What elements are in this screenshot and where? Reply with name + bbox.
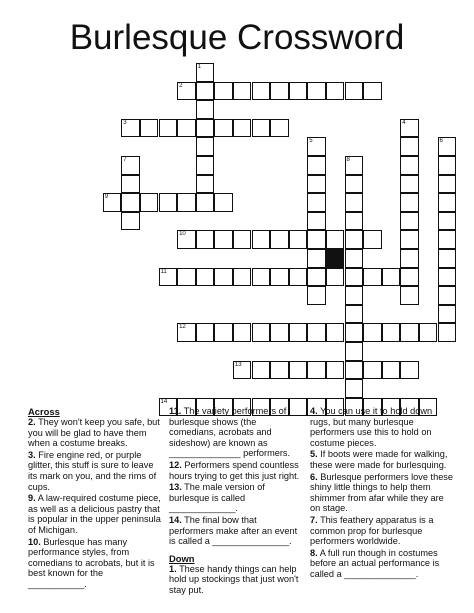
grid-cell[interactable] <box>363 323 382 342</box>
clue-num: 5. <box>310 449 318 460</box>
grid-cell[interactable] <box>177 230 196 249</box>
grid-cell[interactable] <box>196 82 215 101</box>
grid-cell[interactable] <box>233 323 252 342</box>
clue-number: 11 <box>160 268 167 275</box>
grid-cell[interactable] <box>252 82 271 101</box>
clue-text: The variety performers of burlesque shows (the comedians, acrobats and sideshow) are known as ______________ performers. <box>169 406 291 459</box>
grid-cell[interactable] <box>121 119 140 138</box>
grid-cell[interactable] <box>233 119 252 138</box>
grid-cell[interactable] <box>419 323 438 342</box>
clue-item <box>28 450 163 492</box>
grid-cell[interactable] <box>289 323 308 342</box>
grid-cell[interactable] <box>307 137 326 156</box>
grid-cell[interactable] <box>400 175 419 194</box>
grid-cell[interactable] <box>438 193 457 212</box>
grid-cell[interactable] <box>270 82 289 101</box>
clue-item <box>28 493 163 535</box>
grid-cell[interactable] <box>214 82 233 101</box>
grid-cell[interactable] <box>382 268 401 287</box>
grid-cell[interactable] <box>140 119 159 138</box>
grid-cell[interactable] <box>438 305 457 324</box>
grid-cell[interactable] <box>307 156 326 175</box>
grid-cell[interactable] <box>289 361 308 380</box>
grid-cell[interactable] <box>400 119 419 138</box>
clue-item <box>169 460 303 481</box>
grid-cell[interactable] <box>252 268 271 287</box>
clue-item <box>28 537 163 590</box>
clue-item <box>169 406 303 459</box>
grid-cell[interactable] <box>289 268 308 287</box>
grid-cell[interactable] <box>177 82 196 101</box>
grid-cell[interactable] <box>214 323 233 342</box>
grid-cell[interactable] <box>159 193 178 212</box>
grid-cell[interactable] <box>345 249 364 268</box>
grid-cell[interactable] <box>121 156 140 175</box>
grid-cell[interactable] <box>270 361 289 380</box>
clue-item <box>169 564 303 596</box>
grid-cell[interactable] <box>326 230 345 249</box>
across-heading: Across <box>28 406 60 417</box>
grid-cell[interactable] <box>307 212 326 231</box>
clue-number: 5 <box>309 138 313 145</box>
grid-cell[interactable] <box>363 230 382 249</box>
puzzle-title: Burlesque Crossword <box>69 18 405 57</box>
grid-cell[interactable] <box>289 82 308 101</box>
clue-num: 3. <box>28 449 36 460</box>
grid-cell[interactable] <box>307 286 326 305</box>
grid-cell[interactable] <box>345 268 364 287</box>
grid-cell[interactable] <box>196 323 215 342</box>
grid-cell[interactable] <box>382 361 401 380</box>
grid-cell[interactable] <box>307 82 326 101</box>
grid-cell[interactable] <box>252 119 271 138</box>
clue-num: 8. <box>310 547 318 558</box>
clue-text: You can use it to hold down rugs, but many burlesque performers use this to hold on costume pieces. <box>310 406 433 448</box>
grid-cell[interactable] <box>363 361 382 380</box>
grid-cell[interactable] <box>438 156 457 175</box>
grid-cell[interactable] <box>270 119 289 138</box>
clue-num: 13. <box>169 482 182 493</box>
grid-cell[interactable] <box>307 175 326 194</box>
clues-column-3 <box>310 406 455 581</box>
grid-cell[interactable] <box>307 323 326 342</box>
grid-cell[interactable] <box>438 175 457 194</box>
clue-number: 4 <box>402 119 406 126</box>
clue-text: The final bow that performers make after an event is called a _______________. <box>169 514 298 547</box>
grid-black-cell <box>326 249 345 268</box>
grid-cell[interactable] <box>214 268 233 287</box>
grid-cell[interactable] <box>103 193 122 212</box>
grid-cell[interactable] <box>400 361 419 380</box>
clue-item <box>310 406 455 448</box>
clue-num: 14. <box>169 514 182 525</box>
clue-text: Burlesque performers love these shiny little things to help them shimmer from afar while they are on stage. <box>310 471 454 514</box>
grid-cell[interactable] <box>159 119 178 138</box>
grid-cell[interactable] <box>121 212 140 231</box>
clue-item <box>310 548 455 580</box>
grid-cell[interactable] <box>252 230 271 249</box>
clues-column-1 <box>28 406 163 591</box>
grid-cell[interactable] <box>345 212 364 231</box>
clue-number: 2 <box>179 82 183 89</box>
grid-cell[interactable] <box>214 119 233 138</box>
grid-cell[interactable] <box>270 268 289 287</box>
clue-item <box>310 449 455 470</box>
grid-cell[interactable] <box>345 305 364 324</box>
grid-cell[interactable] <box>252 323 271 342</box>
grid-cell[interactable] <box>233 230 252 249</box>
grid-cell[interactable] <box>196 156 215 175</box>
grid-cell[interactable] <box>326 268 345 287</box>
clue-number: 10 <box>179 231 186 238</box>
grid-cell[interactable] <box>270 230 289 249</box>
grid-cell[interactable] <box>159 268 178 287</box>
grid-cell[interactable] <box>214 193 233 212</box>
grid-cell[interactable] <box>438 268 457 287</box>
grid-cell[interactable] <box>121 175 140 194</box>
grid-cell[interactable] <box>196 193 215 212</box>
grid-cell[interactable] <box>196 230 215 249</box>
grid-cell[interactable] <box>345 230 364 249</box>
grid-cell[interactable] <box>345 193 364 212</box>
grid-cell[interactable] <box>196 63 215 82</box>
clue-text: A full run though in costumes before an actual performance is called a ______________. <box>310 547 440 579</box>
clues-column-2 <box>169 406 303 597</box>
clue-number: 8 <box>346 157 350 163</box>
grid-cell[interactable] <box>307 193 326 212</box>
down-heading: Down <box>169 552 195 564</box>
grid-cell[interactable] <box>438 212 457 231</box>
grid-cell[interactable] <box>400 268 419 287</box>
clue-number: 3 <box>123 119 127 126</box>
clue-item <box>169 482 303 514</box>
grid-cell[interactable] <box>345 156 364 175</box>
grid-cell[interactable] <box>400 323 419 342</box>
grid-cell[interactable] <box>289 230 308 249</box>
grid-cell[interactable] <box>345 361 364 380</box>
clue-num: 11. <box>169 406 182 416</box>
grid-cell[interactable] <box>345 175 364 194</box>
grid-cell[interactable] <box>345 323 364 342</box>
grid-cell[interactable] <box>196 175 215 194</box>
grid-cell[interactable] <box>326 323 345 342</box>
clue-num: 10. <box>28 536 41 547</box>
clue-text: Performers spend countless hours trying to get this just right. <box>169 459 300 481</box>
grid-cell[interactable] <box>196 137 215 156</box>
clue-text: These handy things can help hold up stockings that just won't stay put. <box>169 563 299 595</box>
grid-cell[interactable] <box>233 268 252 287</box>
clue-number: 7 <box>123 157 127 163</box>
grid-cell[interactable] <box>177 119 196 138</box>
clue-text: The male version of burlesque is called _____________. <box>169 482 265 514</box>
grid-cell[interactable] <box>438 137 457 156</box>
grid-cell[interactable] <box>400 212 419 231</box>
clue-number: 1 <box>197 64 202 70</box>
clue-number: 13 <box>234 361 242 368</box>
clue-text: A law-required costume piece, as well as a delicious pastry that is popular in the upper peninsula of Michigan. <box>28 493 161 535</box>
grid-cell[interactable] <box>345 82 364 101</box>
clue-num: 1. <box>169 563 177 574</box>
grid-cell[interactable] <box>363 82 382 101</box>
clue-number: 12 <box>179 324 186 331</box>
grid-cell[interactable] <box>233 361 252 380</box>
grid-cell[interactable] <box>270 323 289 342</box>
grid-cell[interactable] <box>233 82 252 101</box>
grid-cell[interactable] <box>345 286 364 305</box>
grid-cell[interactable] <box>196 268 215 287</box>
clue-text: This feathery apparatus is a common prop for burlesque performers worldwide. <box>310 514 434 547</box>
grid-cell[interactable] <box>400 193 419 212</box>
grid-cell[interactable] <box>438 323 457 342</box>
grid-cell[interactable] <box>438 249 457 268</box>
grid-cell[interactable] <box>400 230 419 249</box>
grid-cell[interactable] <box>400 249 419 268</box>
clue-item <box>169 515 303 547</box>
clue-number: 6 <box>439 138 443 145</box>
grid-cell[interactable] <box>326 361 345 380</box>
grid-cell[interactable] <box>307 268 326 287</box>
clue-text: Fire engine red, or purple glitter, this stuff is sure to leave its mark on you, and the rims of cups. <box>28 449 157 492</box>
grid-cell[interactable] <box>438 230 457 249</box>
grid-cell[interactable] <box>326 82 345 101</box>
clue-item <box>28 417 163 449</box>
grid-cell[interactable] <box>252 361 271 380</box>
clue-item <box>310 472 455 514</box>
grid-cell[interactable] <box>177 193 196 212</box>
clue-text: If boots were made for walking, these were made for burlesquing. <box>310 449 448 470</box>
grid-cell[interactable] <box>307 230 326 249</box>
grid-cell[interactable] <box>400 137 419 156</box>
clue-number: 9 <box>104 194 109 201</box>
grid-cell[interactable] <box>400 286 419 305</box>
grid-cell[interactable] <box>140 193 159 212</box>
clue-num: 7. <box>310 514 318 525</box>
clue-num: 6. <box>310 471 318 482</box>
grid-cell[interactable] <box>400 156 419 175</box>
grid-cell[interactable] <box>345 379 364 398</box>
clue-num: 4. <box>310 406 318 416</box>
grid-cell[interactable] <box>438 286 457 305</box>
grid-cell[interactable] <box>196 119 215 138</box>
clue-item <box>310 515 455 547</box>
grid-cell[interactable] <box>363 268 382 287</box>
grid-cell[interactable] <box>307 249 326 268</box>
grid-cell[interactable] <box>345 342 364 361</box>
grid-cell[interactable] <box>121 193 140 212</box>
clue-text: Burlesque has many performance styles, from comedians to acrobats, but it is best known for the ___________. <box>28 536 155 589</box>
grid-cell[interactable] <box>214 230 233 249</box>
clue-num: 9. <box>28 493 36 504</box>
grid-cell[interactable] <box>196 100 215 119</box>
clue-num: 12. <box>169 459 182 470</box>
grid-cell[interactable] <box>177 323 196 342</box>
grid-cell[interactable] <box>307 361 326 380</box>
clue-text: They won't keep you safe, but you will be glad to have them when a costume breaks. <box>28 417 160 449</box>
grid-cell[interactable] <box>382 323 401 342</box>
grid-cell[interactable] <box>177 268 196 287</box>
clue-num: 2. <box>28 417 36 427</box>
clue-number: 14 <box>160 398 168 405</box>
